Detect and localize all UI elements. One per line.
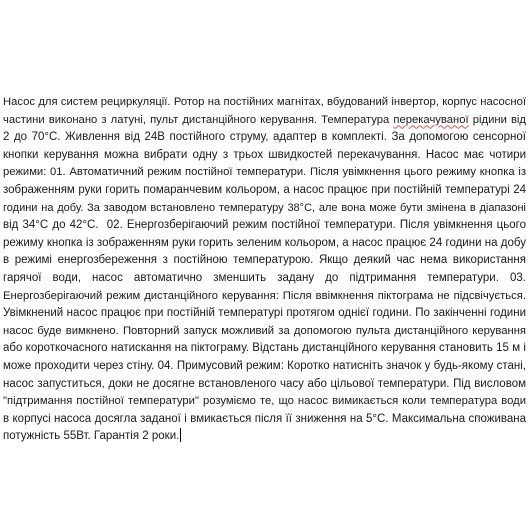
text-line: від 34°С до 42°С. 02. Енергозберігаючий режим постійної температури. Після увімкнення цього xyxy=(3,219,526,232)
text-line: "підтримання постійної температури" розуміємо те, що насос вимикається коли температура води xyxy=(3,395,526,408)
spellcheck-flagged-word[interactable]: перекачуваної xyxy=(393,113,469,126)
text-line: зображенням руки горить помаранчевим кольором, а насос працює при постійній температурі 24 xyxy=(3,183,526,196)
document-body[interactable] xyxy=(3,94,526,446)
text-line: в режимі енергозбереження з постійною температурою. Якщо деякий час нема використання xyxy=(3,254,526,267)
text-line: Енергозберігаючий режим дистанційного керування: Після ввімкнення піктограма не підсвічується. xyxy=(3,289,526,302)
text-cursor xyxy=(180,428,181,442)
text-line: режиму кнопка із зображенням руки горить зеленим кольором, а насос працює 24 години на добу xyxy=(3,236,526,249)
text-line: Насос для систем рециркуляції. Ротор на постійних магнітах, вбудований інвертор, корпус насосної xyxy=(3,96,526,108)
text-line: режими: 01. Автоматичний режим постійної температури. Після увімкнення цього режиму кнопка із xyxy=(3,166,526,179)
text-line: Увімкнений насос працює при постійній температурі протягом однієї години. По закінченні години xyxy=(3,307,526,320)
text-line: 2 до 70°С. Живлення від 24В постійного струму, адаптер в комплекті. За допомогою сенсорної xyxy=(3,131,526,144)
text-line: насос запуститься, доки не досягне встановленого часу або цільової температури. Під висловом xyxy=(3,377,526,390)
text-line: кнопки керування можна вибрати одну з трьох швидкостей перекачування. Насос має чотири xyxy=(3,148,526,161)
text-line: частини виконано з латуні, пульт дистанційного керування. Температура перекачуваної рідини від xyxy=(3,113,526,126)
text-line: насос буде вимкнено. Повторний запуск можливий за допомогою пульта дистанційного керування xyxy=(3,324,526,337)
text-line: потужність 55Вт. Гарантія 2 роки. xyxy=(3,430,180,443)
text-line: може проходити через стіну. 04. Примусовий режим: Коротко натисніть значок у будь-якому стані, xyxy=(3,359,526,372)
text-line: в корпусі насоса досягла заданої і вмикається після її зниження на 5°С. Максимальна споживана xyxy=(3,412,526,425)
text-line: гарячої води, насос автоматично зменшить задану до підтримання температури. 03. xyxy=(3,271,526,284)
text-line: або короткочасного натискання на піктограму. Відстань дистанційного керування становить 15 м і xyxy=(3,342,526,355)
text-line: години на добу. За заводом встановлено температуру 38°С, але вона може бути змінена в діапазоні xyxy=(3,201,526,214)
